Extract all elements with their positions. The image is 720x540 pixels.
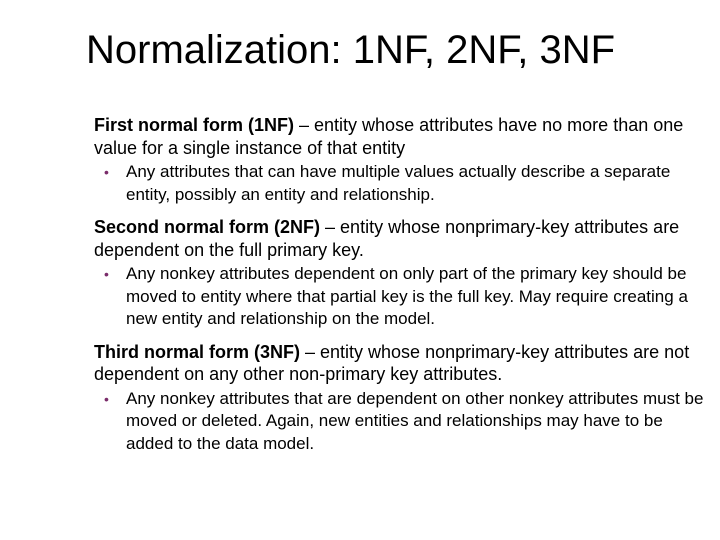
bullet-icon: • — [104, 390, 109, 407]
bullet-icon: • — [104, 164, 109, 180]
section-2nf-subpoint — [94, 263, 704, 331]
section-2nf-definition: – entity whose nonprimary-key attributes are dependent on the full primary key. — [94, 217, 680, 260]
section-1nf-subpoint — [94, 161, 704, 206]
section-2nf-text — [94, 216, 704, 261]
section-1nf-term: First normal form (1NF) — [94, 115, 295, 135]
section-3nf-subpoint-text: Any nonkey attributes that are dependent on other nonkey attributes must be moved or deleted. Again, new entities and relationships may have to be added to the data model. — [126, 388, 704, 453]
section-3nf-definition: – entity whose nonprimary-key attributes are not dependent on any other non-primary key attributes. — [94, 341, 690, 384]
section-2nf-term: Second normal form (2NF) — [94, 217, 321, 237]
bullet-icon: • — [104, 266, 109, 282]
section-1nf — [94, 114, 704, 206]
section-2nf-subpoint-text: Any nonkey attributes dependent on only part of the primary key should be moved to entity where that partial key is the full key. May require creating a new entity and relationship on the model. — [126, 264, 688, 328]
section-3nf-term: Third normal form (3NF) — [94, 341, 300, 362]
section-1nf-subpoint-text: Any attributes that can have multiple values actually describe a separate entity, possibly an entity and relationship. — [126, 162, 671, 204]
slide-title: Normalization: 1NF, 2NF, 3NF — [86, 28, 616, 72]
section-3nf-text — [94, 341, 704, 386]
section-1nf-text — [94, 114, 704, 159]
section-3nf-subpoint — [94, 388, 704, 456]
section-1nf-definition: – entity whose attributes have no more than one value for a single instance of that entity — [94, 115, 684, 158]
section-2nf — [94, 216, 704, 331]
section-3nf — [94, 341, 704, 456]
slide-content — [94, 114, 704, 465]
